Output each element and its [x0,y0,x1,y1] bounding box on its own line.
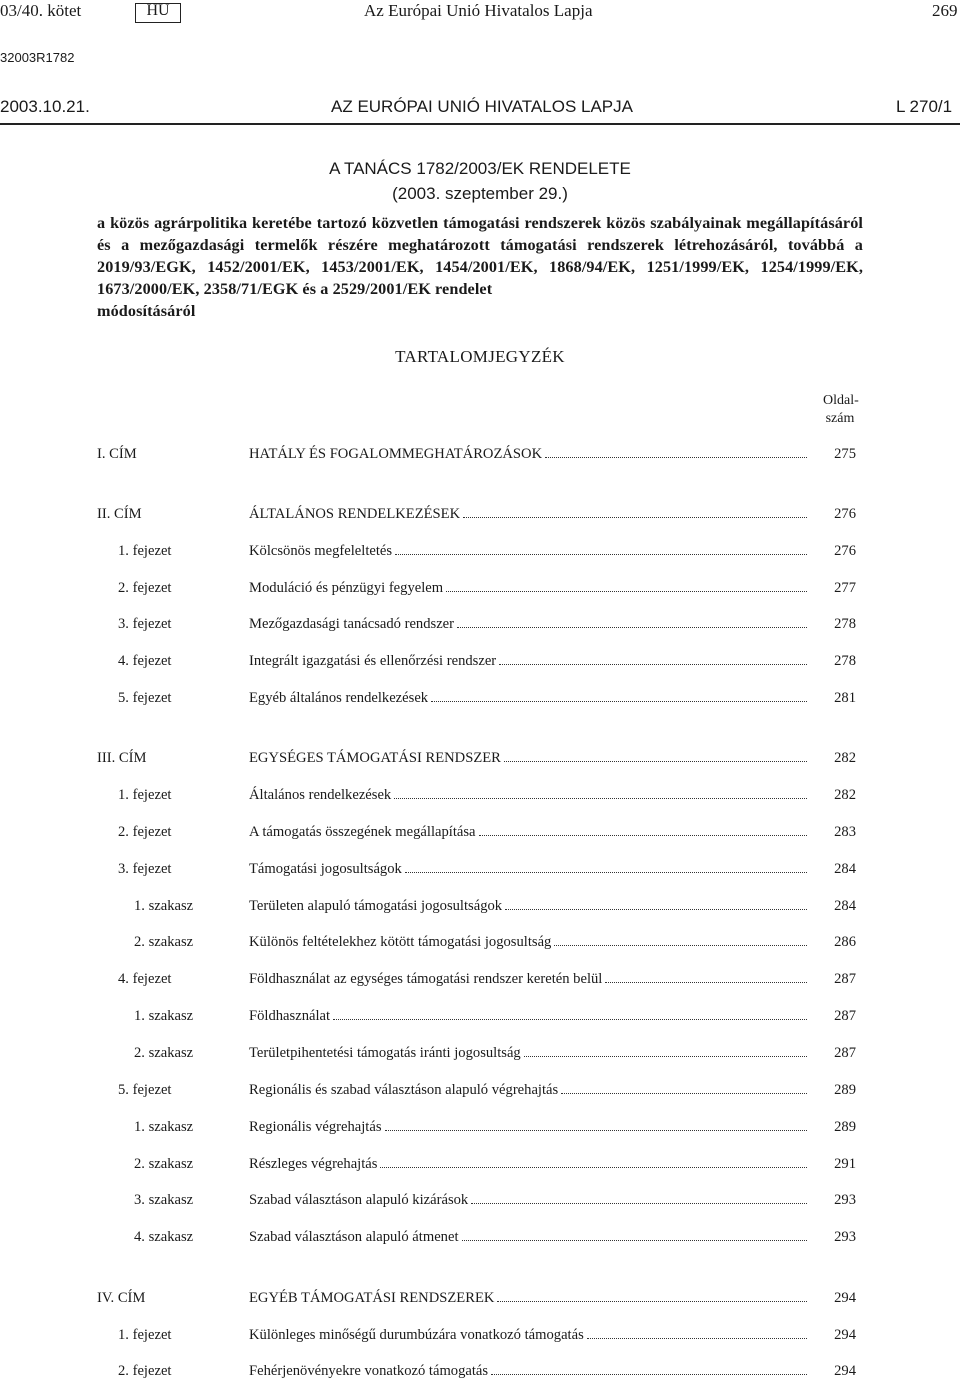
toc-entry-title: Mezőgazdasági tanácsadó rendszer [249,616,455,632]
toc-entry-title: Részleges végrehajtás [249,1156,378,1172]
toc-entry-title-line [249,971,808,988]
toc-entry-title: EGYSÉGES TÁMOGATÁSI RENDSZER [249,750,501,766]
toc-entry-title: HATÁLY ÉS FOGALOMMEGHATÁROZÁSOK [249,446,543,462]
toc-entry-title: Moduláció és pénzügyi fegyelem [249,580,444,596]
toc-entry-title-line [249,750,808,767]
dot-leader [431,690,807,702]
dot-leader [405,861,807,873]
toc-entry-page: 281 [834,690,856,706]
dot-leader [462,1229,807,1241]
dot-leader [524,1045,807,1057]
toc-entry-title: Különös feltételekhez kötött támogatási jogosultság [249,934,552,950]
toc-entry-label: I. CÍM [97,446,137,462]
toc-entry-label: 1. szakasz [134,1008,194,1024]
toc-entry-title: Egyéb általános rendelkezések [249,690,429,706]
celex-number: 32003R1782 [0,50,75,65]
toc-entry-title-line [249,824,808,841]
toc-entry-title-line [249,446,808,463]
toc-entry-title: Regionális és szabad választáson alapuló végrehajtás [249,1082,559,1098]
toc-entry-page: 291 [834,1156,856,1172]
toc-entry[interactable] [0,861,960,885]
toc-entry-title: Földhasználat [249,1008,331,1024]
toc-entry-label: 4. fejezet [118,653,172,669]
header-rule [0,123,960,125]
subject-text: a közös agrárpolitika keretébe tartozó közvetlen támogatási rendszerek közös szabályainak megállapításáról és a mezőgazdasági termelők részére meghatározott támogatási rendszerek létrehozásáról, továbbá a 2019/93/EGK, 1452/2001/EK, 1453/2001/EK, 1454/2001/EK, 1868/94/EK, 1251/1999/EK, 1254/1999/EK, 1673/2000/EK, 2358/71/EGK és a 2529/2001/EK rendelet [97,214,863,298]
dot-leader [505,898,807,910]
toc-entry[interactable] [0,506,960,530]
toc-entry-label: 2. fejezet [118,824,172,840]
toc-entry[interactable] [0,971,960,995]
toc-entry[interactable] [0,750,960,774]
toc-entry[interactable] [0,787,960,811]
toc-entry[interactable] [0,543,960,567]
toc-entry-label: 5. fejezet [118,1082,172,1098]
toc-entry-label: 3. szakasz [134,1192,194,1208]
toc-entry-title: Általános rendelkezések [249,787,392,803]
dot-leader [395,543,807,555]
toc-entry-page: 294 [834,1363,856,1379]
toc-entry[interactable] [0,898,960,922]
toc-entry-title: Kölcsönös megfeleltetés [249,543,393,559]
subject-last-line: módosításáról [97,302,196,320]
page-number: 269 [932,1,958,20]
toc-entry-title: EGYÉB TÁMOGATÁSI RENDSZEREK [249,1290,495,1306]
toc-entry-page: 277 [834,580,856,596]
toc-entry[interactable] [0,1229,960,1253]
journal-name-caps: AZ EURÓPAI UNIÓ HIVATALOS LAPJA [331,97,633,116]
dot-leader [554,934,807,946]
series-page: L 270/1 [896,97,953,116]
toc-entry[interactable] [0,580,960,604]
toc-entry-title: A támogatás összegének megállapítása [249,824,476,840]
toc-entry-page: 278 [834,653,856,669]
toc-entry-label: 1. fejezet [118,543,172,559]
toc-entry-title-line [249,616,808,633]
toc-entry-title: Integrált igazgatási és ellenőrzési rendszer [249,653,497,669]
toc-entry-label: 4. fejezet [118,971,172,987]
toc-entry-page: 284 [834,898,856,914]
dot-leader [457,616,807,628]
volume-label: 03/40. kötet [0,1,82,20]
toc-entry-page: 282 [834,787,856,803]
toc-entry-page: 293 [834,1229,856,1245]
toc-entry-title: Szabad választáson alapuló átmenet [249,1229,459,1245]
dot-leader [333,1008,807,1020]
toc-entry-page: 287 [834,971,856,987]
toc-entry-title-line [249,690,808,707]
toc-entry-label: 4. szakasz [134,1229,194,1245]
toc-entry-page: 294 [834,1290,856,1306]
dot-leader [499,653,807,665]
toc-entry-page: 276 [834,506,856,522]
toc-entry-label: 2. szakasz [134,1045,194,1061]
language-code: HU [146,2,170,19]
regulation-title: A TANÁCS 1782/2003/EK RENDELETE [329,159,631,178]
toc-entry-title-line [249,787,808,804]
toc-entry-title-line [249,1119,808,1136]
regulation-date: (2003. szeptember 29.) [392,184,568,203]
dot-leader [380,1156,807,1168]
dot-leader [545,446,807,458]
toc-entry-title-line [249,861,808,878]
page-column-label: Oldal- szám [823,393,859,426]
toc-entry-title-line [249,1045,808,1062]
toc-entry-page: 278 [834,616,856,632]
toc-entry[interactable] [0,616,960,640]
toc-entry[interactable] [0,1290,960,1314]
dot-leader [587,1327,807,1339]
toc-entry-page: 282 [834,750,856,766]
dot-leader [463,506,807,518]
toc-entry[interactable] [0,1327,960,1351]
toc-entry-page: 283 [834,824,856,840]
journal-name: Az Európai Unió Hivatalos Lapja [364,1,593,20]
toc-entry-label: 3. fejezet [118,861,172,877]
toc-entry-title-line [249,1082,808,1099]
toc-entry-label: III. CÍM [97,750,147,766]
toc-entry-title-line [249,1363,808,1380]
toc-entry-label: 1. fejezet [118,1327,172,1343]
toc-entry-title: ÁLTALÁNOS RENDELKEZÉSEK [249,506,461,522]
toc-entry[interactable] [0,1119,960,1143]
toc-entry-title-line [249,1327,808,1344]
toc-entry-page: 287 [834,1045,856,1061]
regulation-subject [97,212,863,322]
toc-entry-page: 275 [834,446,856,462]
toc-entry-title: Fehérjenövényekre vonatkozó támogatás [249,1363,489,1379]
toc-entry-title: Szabad választáson alapuló kizárások [249,1192,469,1208]
toc-entry-title-line [249,1290,808,1307]
toc-entry-page: 289 [834,1082,856,1098]
dot-leader [446,580,807,592]
toc-entry-label: 1. szakasz [134,1119,194,1135]
toc-entry-label: 2. fejezet [118,1363,172,1379]
toc-entry-title-line [249,653,808,670]
toc-entry-title: Földhasználat az egységes támogatási rendszer keretén belül [249,971,603,987]
toc-entry[interactable] [0,1008,960,1032]
toc-entry[interactable] [0,1192,960,1216]
toc-entry-title: Regionális végrehajtás [249,1119,382,1135]
dot-leader [385,1119,807,1131]
toc-entry-label: 2. szakasz [134,934,194,950]
toc-heading: TARTALOMJEGYZÉK [395,347,565,366]
toc-entry-page: 286 [834,934,856,950]
toc-entry-title-line [249,1229,808,1246]
toc-entry-label: 2. fejezet [118,580,172,596]
toc-entry-label: 3. fejezet [118,616,172,632]
toc-entry-label: 2. szakasz [134,1156,194,1172]
toc-entry[interactable] [0,1156,960,1180]
dot-leader [491,1363,807,1375]
toc-entry-label: 1. fejezet [118,787,172,803]
toc-entry[interactable] [0,824,960,848]
toc-entry-title-line [249,934,808,951]
dot-leader [605,971,807,983]
toc-entry-page: 284 [834,861,856,877]
toc-entry-title-line [249,1192,808,1209]
dot-leader [471,1192,807,1204]
toc-entry[interactable] [0,934,960,958]
toc-entry-title: Támogatási jogosultságok [249,861,402,877]
dot-leader [479,824,807,836]
toc-entry-label: 5. fejezet [118,690,172,706]
toc-entry-title-line [249,898,808,915]
toc-entry-title-line [249,543,808,560]
dot-leader [504,750,807,762]
toc-entry-page: 293 [834,1192,856,1208]
toc-entry-page: 287 [834,1008,856,1024]
toc-entry-title-line [249,506,808,523]
toc-entry-title: Területen alapuló támogatási jogosultságok [249,898,503,914]
toc-entry-page: 289 [834,1119,856,1135]
dot-leader [394,787,807,799]
toc-entry[interactable] [0,690,960,714]
toc-entry[interactable] [0,653,960,677]
toc-entry-title-line [249,1008,808,1025]
toc-entry-title-line [249,1156,808,1173]
toc-entry-page: 276 [834,543,856,559]
toc-entry-title-line [249,580,808,597]
toc-entry[interactable] [0,1363,960,1387]
toc-entry-page: 294 [834,1327,856,1343]
toc-entry-label: IV. CÍM [97,1290,146,1306]
dot-leader [497,1290,807,1302]
toc-entry-label: II. CÍM [97,506,142,522]
toc-entry[interactable] [0,1045,960,1069]
publication-date: 2003.10.21. [0,97,90,116]
toc-entry-title: Különleges minőségű durumbúzára vonatkozó támogatás [249,1327,584,1343]
toc-entry-title: Területpihentetési támogatás iránti jogosultság [249,1045,521,1061]
toc-entry-label: 1. szakasz [134,898,194,914]
toc-entry[interactable] [0,1082,960,1106]
dot-leader [561,1082,807,1094]
toc-entry[interactable] [0,446,960,470]
